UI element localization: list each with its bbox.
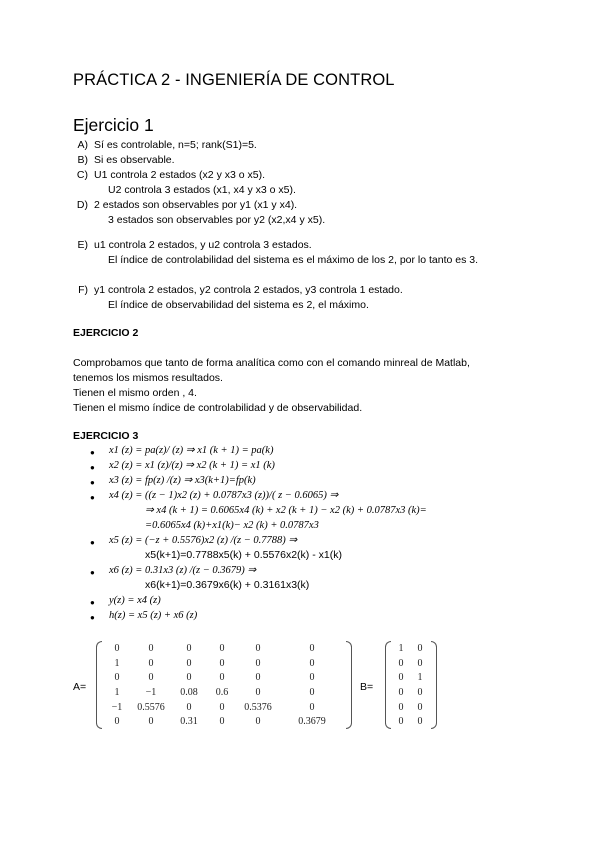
matrix-cell: 0.3679 xyxy=(298,716,326,728)
matrix-cell: 0.08 xyxy=(180,686,198,698)
matrix-cell: 0 xyxy=(398,672,404,684)
matrix-cell: 0 xyxy=(114,716,120,728)
matrix-cell: 0 xyxy=(186,672,192,684)
ex1-heading: Ejercicio 1 xyxy=(73,115,154,135)
matrix-cell: 0 xyxy=(417,686,423,698)
matrix-a-table xyxy=(103,641,345,729)
equation: h(z) = x5 (z) + x6 (z) xyxy=(109,610,198,621)
matrix-cell: 1 xyxy=(114,686,120,698)
bullet-icon: ● xyxy=(90,448,95,457)
matrix-b xyxy=(392,641,430,729)
matrix-cell: 0 xyxy=(186,701,192,713)
matrix-cell: 0 xyxy=(255,657,261,669)
matrix-cell: 0 xyxy=(148,642,154,654)
matrix-cell: 0 xyxy=(417,701,423,713)
matrix-cell: 1 xyxy=(417,672,423,684)
matrix-row xyxy=(103,714,345,729)
matrix-b-table xyxy=(392,641,430,729)
matrix-cell: 0 xyxy=(398,716,404,728)
equation: x5(k+1)=0.7788x5(k) + 0.5576x2(k) - x1(k) xyxy=(145,549,342,561)
matrix-cell: 0 xyxy=(219,672,225,684)
equation: x3 (z) = fp(z) /(z) ⇒ x3(k+1)=fp(k) xyxy=(109,475,256,486)
matrix-a xyxy=(103,641,345,729)
equation: ⇒ x4 (k + 1) = 0.6065x4 (k) + x2 (k + 1) − x2 (k) + 0.0787x3 (k)= xyxy=(145,505,427,516)
page-title: PRÁCTICA 2 - INGENIERÍA DE CONTROL xyxy=(73,71,395,89)
list-item: A) Sí es controlable, n=5; rank(S1)=5. xyxy=(77,139,257,151)
matrix-cell: 0 xyxy=(255,642,261,654)
matrix-cell: 0.6 xyxy=(215,686,229,698)
matrix-row xyxy=(103,685,345,700)
matrix-cell: 0 xyxy=(309,686,315,698)
matrix-row xyxy=(392,641,430,656)
bullet-icon: ● xyxy=(90,493,95,502)
bracket xyxy=(96,641,102,729)
bracket xyxy=(431,641,437,729)
matrix-cell: 0 xyxy=(398,657,404,669)
matrix-cell: 0 xyxy=(186,642,192,654)
equation: x6 (z) = 0.31x3 (z) /(z − 0.3679) ⇒ xyxy=(109,565,257,576)
matrix-cell: 0 xyxy=(255,686,261,698)
ex1-item-e: E) u1 controla 2 estados, y u2 controla 3 estados. El índice de controlabilidad del sistema es el máximo de los 2, por lo tanto es 3. xyxy=(77,239,479,266)
matrix-cell: 0 xyxy=(114,672,120,684)
matrix-cell: 0 xyxy=(417,642,423,654)
matrix-cell: 0 xyxy=(148,716,154,728)
matrix-a-label: A= xyxy=(73,681,87,693)
matrix-cell: 1 xyxy=(398,642,404,654)
list-item: C) U1 controla 2 estados (x2 y x3 o x5). xyxy=(76,169,265,181)
bullet-icon: ● xyxy=(90,598,95,607)
matrix-row xyxy=(392,656,430,671)
bracket xyxy=(385,641,391,729)
ex1-item-f: F) y1 controla 2 estados, y2 controla 2 estados, y3 controla 1 estado. El índice de observabilidad del sistema es 2, el máximo. xyxy=(78,284,403,311)
ex1-list: A) Sí es controlable, n=5; rank(S1)=5. B) Si es observable. C) U1 controla 2 estados (x2 y x3 o x5). U2 controla 3 estados (x1, x4 y x3 o x5). D) 2 estados son observables por y1 (x1 y x4). 3 estados son observables por y2 (x2,x4 y x5). xyxy=(68,138,325,228)
bullet-icon: ● xyxy=(90,478,95,487)
equation: x2 (z) = x1 (z)/(z) ⇒ x2 (k + 1) = x1 (k) xyxy=(109,460,275,471)
matrix-row xyxy=(103,656,345,671)
matrix-cell: 0.5576 xyxy=(137,701,165,713)
matrix-b-label: B= xyxy=(360,681,374,693)
matrix-row xyxy=(392,685,430,700)
matrix-cell: 0 xyxy=(309,701,315,713)
matrix-cell: 0 xyxy=(186,657,192,669)
matrix-cell: 0.5376 xyxy=(244,701,272,713)
matrix-cell: 0 xyxy=(309,657,315,669)
matrix-cell: 0 xyxy=(148,672,154,684)
list-item: B) Si es observable. xyxy=(77,154,175,166)
bullet-icon: ● xyxy=(90,613,95,622)
matrix-cell: 0 xyxy=(219,716,225,728)
bullet-icon: ● xyxy=(90,463,95,472)
ex2-text: Comprobamos que tanto de forma analítica como con el comando minreal de Matlab, tenemos los mismos resultados. Tienen el mismo orden , 4. Tienen el mismo índice de controlabilidad y de observabilidad. xyxy=(73,357,470,414)
matrix-cell: 0 xyxy=(219,657,225,669)
ex3-heading: EJERCICIO 3 xyxy=(73,430,139,442)
matrix-row xyxy=(392,670,430,685)
matrix-cell: 0 xyxy=(417,716,423,728)
matrix-row xyxy=(103,700,345,715)
matrix-cell: 0 xyxy=(219,701,225,713)
ex2-heading: EJERCICIO 2 xyxy=(73,327,139,339)
bullet-icon: ● xyxy=(90,568,95,577)
matrix-cell: 0.31 xyxy=(180,716,198,728)
bullet-icon: ● xyxy=(90,538,95,547)
equation: y(z) = x4 (z) xyxy=(109,595,161,606)
matrix-row xyxy=(103,670,345,685)
matrix-cell: 0 xyxy=(398,701,404,713)
matrix-cell: 0 xyxy=(309,642,315,654)
ex3-equations xyxy=(0,443,600,623)
matrix-cell: 0 xyxy=(148,657,154,669)
matrix-row xyxy=(392,700,430,715)
matrix-cell: 1 xyxy=(114,657,120,669)
matrix-cell: 0 xyxy=(309,672,315,684)
equation: =0.6065x4 (k)+x1(k)− x2 (k) + 0.0787x3 xyxy=(145,520,319,531)
equation: x6(k+1)=0.3679x6(k) + 0.3161x3(k) xyxy=(145,579,310,591)
matrix-cell: 0 xyxy=(417,657,423,669)
equation: x5 (z) = (−z + 0.5576)x2 (z) /(z − 0.7788) ⇒ xyxy=(109,535,298,546)
matrix-row xyxy=(103,641,345,656)
matrix-cell: 0 xyxy=(114,642,120,654)
list-item: D) 2 estados son observables por y1 (x1 y x4). xyxy=(76,199,298,211)
matrix-cell: −1 xyxy=(145,686,157,698)
matrix-cell: 0 xyxy=(255,672,261,684)
matrix-cell: 0 xyxy=(398,686,404,698)
bracket xyxy=(346,641,352,729)
matrix-cell: −1 xyxy=(111,701,123,713)
matrix-cell: 0 xyxy=(255,716,261,728)
equation: x1 (z) = pa(z)/ (z) ⇒ x1 (k + 1) = pa(k) xyxy=(109,445,274,456)
matrix-row xyxy=(392,714,430,729)
equation: x4 (z) = ((z − 1)x2 (z) + 0.0787x3 (z))/( z − 0.6065) ⇒ xyxy=(109,490,339,501)
matrix-cell: 0 xyxy=(219,642,225,654)
